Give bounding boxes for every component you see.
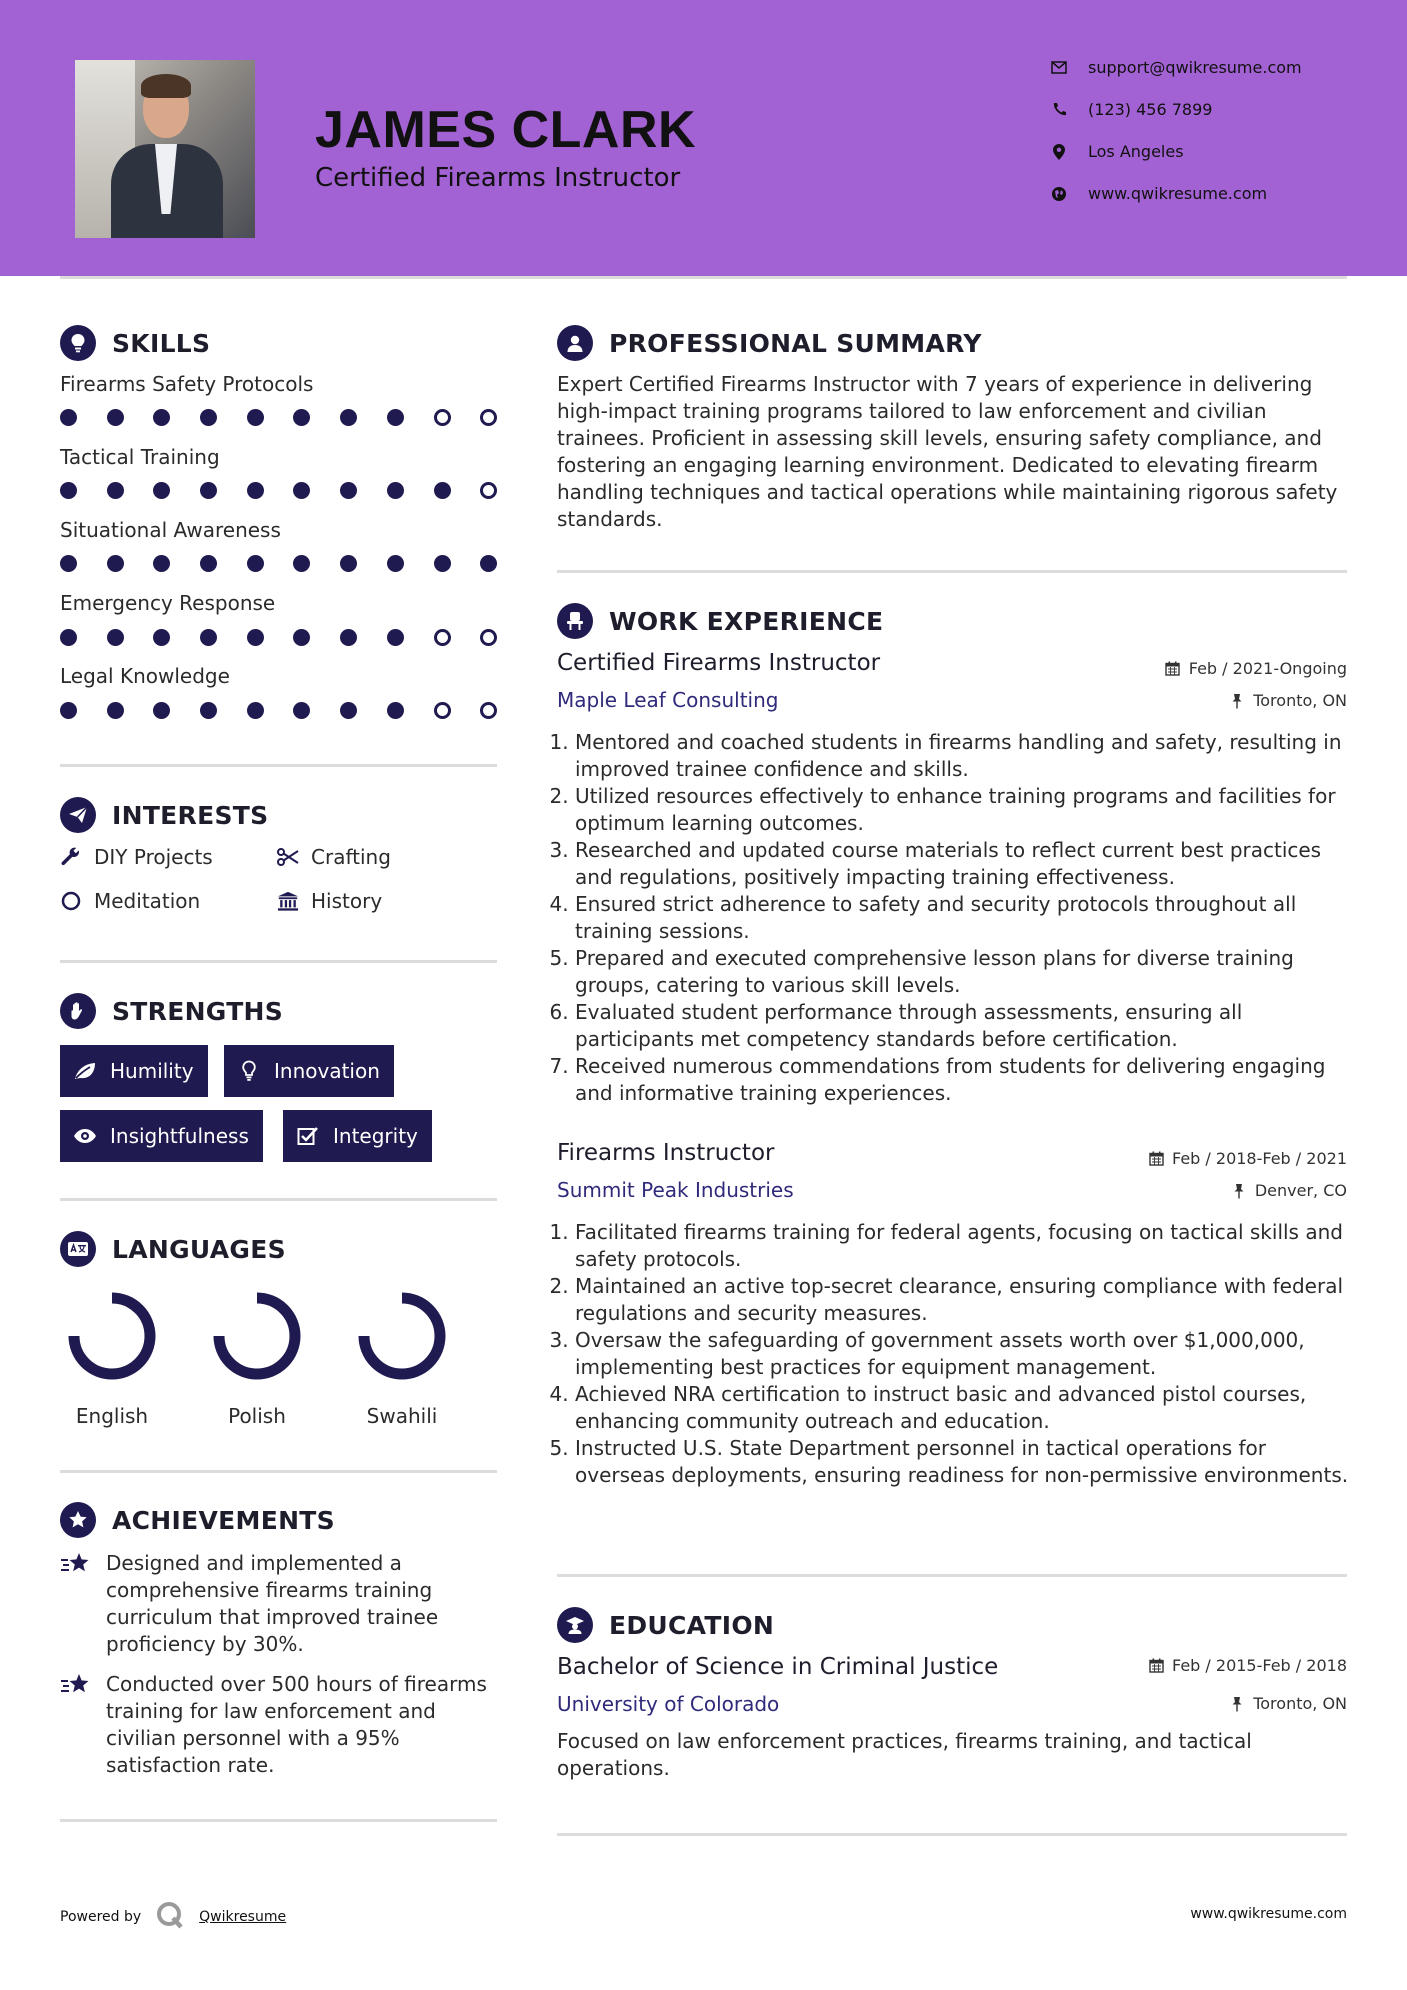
candidate-role: Certified Firearms Instructor: [315, 163, 681, 193]
skill-name: Firearms Safety Protocols: [60, 372, 314, 396]
star-icon: [60, 1671, 92, 1779]
section-divider: [60, 960, 497, 963]
map-pin-icon: [1050, 143, 1068, 161]
contact-phone[interactable]: (123) 456 7899: [1050, 100, 1212, 119]
summary-heading: PROFESSIONAL SUMMARY: [557, 325, 982, 361]
check-square-icon: [295, 1125, 321, 1147]
contact-location: Los Angeles: [1050, 142, 1184, 161]
skill-dot-filled: [387, 555, 404, 572]
skill-dot-filled: [153, 555, 170, 572]
skill-dot-filled: [247, 482, 264, 499]
job-dates: Feb / 2018-Feb / 2021: [1148, 1149, 1347, 1168]
skill-dot-empty: [480, 702, 497, 719]
job-bullet: 2. Maintained an active top-secret clearance, ensuring compliance with federal regulations and security measures.: [575, 1273, 1355, 1327]
education-location: Toronto, ON: [1229, 1694, 1347, 1713]
chair-icon: [557, 603, 593, 639]
skills-heading: SKILLS: [60, 325, 210, 361]
museum-icon: [277, 890, 299, 912]
skill-dot-filled: [60, 409, 77, 426]
star-badge-icon: [60, 1502, 96, 1538]
skill-dot-filled: [200, 555, 217, 572]
language-item: [342, 1286, 462, 1428]
translate-icon: [60, 1231, 96, 1267]
skill-rating: [60, 629, 527, 646]
skill-dot-filled: [340, 702, 357, 719]
interests-heading: INTERESTS: [60, 797, 268, 833]
section-divider: [557, 570, 1347, 573]
strength-chip: Humility: [60, 1045, 208, 1097]
skill-dot-filled: [107, 409, 124, 426]
calendar-icon: [1148, 1658, 1164, 1674]
skill-dot-filled: [293, 702, 310, 719]
skill-dot-filled: [107, 555, 124, 572]
education-dates: Feb / 2015-Feb / 2018: [1148, 1656, 1347, 1675]
skill-dot-filled: [387, 409, 404, 426]
skill-dot-filled: [434, 482, 451, 499]
skill-rating: [60, 482, 527, 499]
calendar-icon: [1148, 1151, 1164, 1167]
job-title: Certified Firearms Instructor: [557, 650, 881, 676]
skill-dot-filled: [153, 629, 170, 646]
achievement-item: Conducted over 500 hours of firearms training for law enforcement and civilian personnel with a 95% satisfaction rate.: [60, 1671, 500, 1779]
strength-chip: Integrity: [283, 1110, 432, 1162]
eye-icon: [72, 1125, 98, 1147]
calendar-icon: [1165, 661, 1181, 677]
strengths-heading: STRENGTHS: [60, 993, 283, 1029]
languages-heading: LANGUAGES: [60, 1231, 286, 1267]
job-bullet: 5. Instructed U.S. State Department personnel in tactical operations for overseas deployments, ensuring readiness for non-permissive environments.: [575, 1435, 1355, 1489]
job-location: Toronto, ON: [1229, 691, 1347, 710]
scissors-icon: [277, 846, 299, 868]
skill-dot-filled: [153, 409, 170, 426]
skill-dot-filled: [153, 702, 170, 719]
language-name: English: [75, 1404, 149, 1428]
lightbulb-icon: [60, 325, 96, 361]
skill-dot-filled: [340, 555, 357, 572]
header-divider: [60, 276, 1347, 279]
skill-dot-filled: [60, 629, 77, 646]
job-bullet: 1. Mentored and coached students in firearms handling and safety, resulting in improved trainee confidence and skills.: [575, 729, 1355, 783]
section-divider: [60, 1198, 497, 1201]
skill-dot-filled: [60, 482, 77, 499]
skill-dot-filled: [293, 629, 310, 646]
skill-rating: [60, 702, 527, 719]
contact-email[interactable]: support@qwikresume.com: [1050, 58, 1302, 77]
skill-dot-filled: [107, 482, 124, 499]
job-bullet: 5. Prepared and executed comprehensive lesson plans for diverse training groups, catering to various skill levels.: [575, 945, 1355, 999]
skill-dot-filled: [293, 482, 310, 499]
skill-name: Situational Awareness: [60, 518, 281, 542]
strength-chip: Insightfulness: [60, 1110, 263, 1162]
skill-rating: [60, 409, 527, 426]
skill-dot-filled: [153, 482, 170, 499]
section-divider: [60, 1470, 497, 1473]
interest-item: Crafting: [277, 845, 391, 869]
skill-dot-filled: [60, 555, 77, 572]
section-divider: [60, 764, 497, 767]
degree-title: Bachelor of Science in Criminal Justice: [557, 1654, 999, 1680]
job-title: Firearms Instructor: [557, 1140, 775, 1166]
skill-dot-filled: [340, 629, 357, 646]
pushpin-icon: [1229, 1696, 1245, 1712]
job-dates: Feb / 2021-Ongoing: [1165, 659, 1347, 678]
skill-dot-filled: [107, 702, 124, 719]
education-text: Focused on law enforcement practices, firearms training, and tactical operations.: [557, 1729, 1252, 1780]
star-icon: [60, 1550, 92, 1658]
job-bullet: 3. Oversaw the safeguarding of government assets worth over $1,000,000, implementing best practices for equipment management.: [575, 1327, 1355, 1381]
skill-name: Tactical Training: [60, 445, 220, 469]
skill-dot-filled: [480, 555, 497, 572]
language-item: [52, 1286, 172, 1428]
skill-dot-filled: [247, 702, 264, 719]
phone-icon: [1050, 101, 1068, 119]
language-level-ring: [352, 1286, 452, 1386]
achievement-item: Designed and implemented a comprehensive firearms training curriculum that improved trainee proficiency by 30%.: [60, 1550, 500, 1658]
skill-dot-empty: [434, 409, 451, 426]
leaf-icon: [72, 1060, 98, 1082]
experience-heading: WORK EXPERIENCE: [557, 603, 883, 639]
skill-dot-filled: [107, 629, 124, 646]
globe-icon: [1050, 185, 1068, 203]
skill-name: Legal Knowledge: [60, 664, 230, 688]
user-icon: [557, 325, 593, 361]
job-bullets: [575, 1219, 1355, 1489]
wrench-icon: [60, 846, 82, 868]
skill-dot-filled: [200, 629, 217, 646]
envelope-icon: [1050, 59, 1068, 77]
skill-rating: [60, 555, 527, 572]
skill-dot-filled: [387, 702, 404, 719]
circle-icon: [60, 890, 82, 912]
job-bullet: 4. Ensured strict adherence to safety and security protocols throughout all training sessions.: [575, 891, 1355, 945]
strength-chip: Innovation: [224, 1045, 394, 1097]
skill-dot-filled: [247, 555, 264, 572]
section-divider: [557, 1833, 1347, 1836]
pushpin-icon: [1229, 693, 1245, 709]
resume-header: [0, 0, 1407, 276]
skill-dot-filled: [60, 702, 77, 719]
skill-dot-empty: [434, 702, 451, 719]
interest-item: DIY Projects: [60, 845, 213, 869]
language-name: Swahili: [366, 1404, 438, 1428]
interest-item: Meditation: [60, 889, 200, 913]
skill-dot-filled: [387, 482, 404, 499]
profile-photo: [75, 60, 255, 238]
job-bullets: [575, 729, 1355, 1107]
language-level-ring: [207, 1286, 307, 1386]
section-divider: [60, 1819, 497, 1822]
lightbulb-icon: [236, 1060, 262, 1082]
job-company: Maple Leaf Consulting: [557, 688, 779, 712]
contact-website[interactable]: www.qwikresume.com: [1050, 184, 1267, 203]
skill-dot-filled: [434, 555, 451, 572]
job-bullet: 6. Evaluated student performance through assessments, ensuring all participants met competency standards before certification.: [575, 999, 1355, 1053]
skill-dot-filled: [247, 409, 264, 426]
skill-dot-empty: [480, 629, 497, 646]
interest-item: History: [277, 889, 382, 913]
skill-dot-filled: [387, 629, 404, 646]
skill-dot-filled: [340, 482, 357, 499]
school-name: University of Colorado: [557, 1692, 780, 1716]
skill-name: Emergency Response: [60, 591, 276, 615]
skill-dot-filled: [200, 702, 217, 719]
graduate-icon: [557, 1607, 593, 1643]
pushpin-icon: [1231, 1183, 1247, 1199]
job-location: Denver, CO: [1231, 1181, 1347, 1200]
education-heading: EDUCATION: [557, 1607, 774, 1643]
achievements-heading: ACHIEVEMENTS: [60, 1502, 335, 1538]
skill-dot-empty: [480, 482, 497, 499]
job-bullet: 1. Facilitated firearms training for federal agents, focusing on tactical skills and safety protocols.: [575, 1219, 1355, 1273]
job-company: Summit Peak Industries: [557, 1178, 794, 1202]
job-bullet: 7. Received numerous commendations from students for delivering engaging and informative training experiences.: [575, 1053, 1355, 1107]
candidate-name: JAMES CLARK: [315, 101, 697, 159]
skill-dot-filled: [200, 482, 217, 499]
skill-dot-filled: [247, 629, 264, 646]
language-level-ring: [62, 1286, 162, 1386]
job-bullet: 4. Achieved NRA certification to instruct basic and advanced pistol courses, enhancing community outreach and education.: [575, 1381, 1355, 1435]
skill-dot-filled: [293, 555, 310, 572]
summary-text: Expert Certified Firearms Instructor with 7 years of experience in delivering high-impact training programs tailored to law enforcement and civilian trainees. Proficient in assessing skill levels, ensuring safety compliance, and fostering an engaging learning environment. Dedicated to elevating firearm handling techniques and tactical operations while maintaining rigorous safety standards.: [557, 372, 1338, 531]
skill-dot-filled: [293, 409, 310, 426]
skill-dot-empty: [480, 409, 497, 426]
job-bullet: 2. Utilized resources effectively to enhance training programs and facilities for optimum learning outcomes.: [575, 783, 1355, 837]
footer-powered: Powered by Qwikresume: [60, 1900, 286, 1934]
hand-icon: [60, 993, 96, 1029]
section-divider: [557, 1574, 1347, 1577]
skill-dot-filled: [200, 409, 217, 426]
qwikresume-logo-icon: [155, 1900, 185, 1934]
language-name: Polish: [228, 1404, 286, 1428]
language-item: [197, 1286, 317, 1428]
paper-plane-icon: [60, 797, 96, 833]
skill-dot-empty: [434, 629, 451, 646]
job-bullet: 3. Researched and updated course materials to reflect current best practices and regulations, positively impacting training effectiveness.: [575, 837, 1355, 891]
qwikresume-link[interactable]: Qwikresume: [199, 1909, 287, 1925]
footer-website[interactable]: www.qwikresume.com: [1190, 1906, 1347, 1922]
skill-dot-filled: [340, 409, 357, 426]
